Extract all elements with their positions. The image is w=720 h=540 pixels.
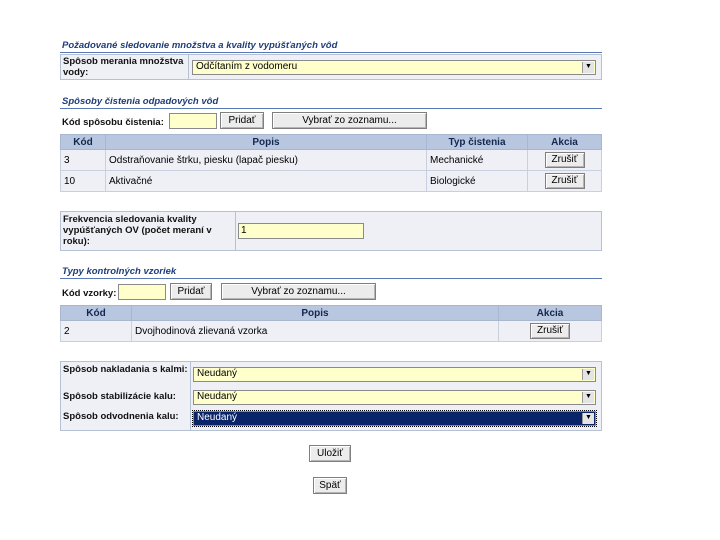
- row-separator: [188, 55, 189, 79]
- table-row: [61, 171, 602, 192]
- cell-code: 3: [61, 150, 106, 171]
- table-row: [61, 321, 602, 342]
- cleaning-table-header: [61, 135, 602, 150]
- remove-button[interactable]: Zrušiť: [530, 323, 570, 339]
- column-header-action: Akcia: [528, 135, 602, 150]
- column-header-description: Popis: [106, 135, 427, 150]
- dropdown-arrow-icon: ▼: [582, 413, 594, 424]
- column-header-action: Akcia: [499, 306, 602, 321]
- row-separator: [190, 362, 191, 430]
- table-row: [61, 150, 602, 171]
- cleaning-code-input[interactable]: [169, 113, 217, 129]
- sludge-stabilization-select[interactable]: [193, 390, 596, 405]
- sludge-dewatering-label: Spôsob odvodnenia kalu:: [63, 411, 179, 422]
- cleaning-add-button[interactable]: Pridať: [220, 112, 264, 129]
- column-header-code: Kód: [61, 135, 106, 150]
- cleaning-table: [60, 134, 602, 192]
- sludge-handling-value: Neudaný: [197, 368, 238, 379]
- cell-action: [499, 321, 602, 342]
- column-header-code: Kód: [61, 306, 132, 321]
- sludge-handling-select[interactable]: [193, 367, 596, 382]
- cell-action: [528, 150, 602, 171]
- sample-code-input[interactable]: [118, 284, 166, 300]
- cell-type: Biologické: [427, 171, 528, 192]
- measurement-method-label: Spôsob merania množstva vody:: [63, 56, 184, 78]
- measurement-method-value: Odčítaním z vodomeru: [196, 61, 298, 72]
- samples-table: [60, 305, 602, 342]
- cell-type: Mechanické: [427, 150, 528, 171]
- samples-divider: [60, 278, 602, 279]
- sludge-handling-label: Spôsob nakladania s kalmi:: [63, 364, 188, 375]
- back-button[interactable]: Späť: [313, 477, 347, 494]
- remove-button[interactable]: Zrušiť: [545, 152, 585, 168]
- measurement-method-select[interactable]: [192, 60, 596, 75]
- sample-code-label: Kód vzorky:: [62, 288, 117, 299]
- cleaning-code-label: Kód spôsobu čistenia:: [62, 117, 164, 128]
- cell-action: [528, 171, 602, 192]
- sludge-stabilization-label: Spôsob stabilizácie kalu:: [63, 391, 176, 402]
- dropdown-arrow-icon: ▼: [582, 62, 594, 73]
- cell-description: Aktivačné: [106, 171, 427, 192]
- cell-code: 2: [61, 321, 132, 342]
- cell-code: 10: [61, 171, 106, 192]
- sample-choose-button[interactable]: Vybrať zo zoznamu...: [221, 283, 376, 300]
- cleaning-section-title: Spôsoby čistenia odpadových vôd: [62, 96, 219, 107]
- cell-description: Dvojhodinová zlievaná vzorka: [132, 321, 499, 342]
- frequency-input[interactable]: 1: [238, 223, 364, 239]
- sludge-dewatering-value: Neudaný: [197, 412, 238, 423]
- sample-add-button[interactable]: Pridať: [170, 283, 212, 300]
- samples-table-header: [61, 306, 602, 321]
- cell-description: Odstraňovanie štrku, piesku (lapač piesku): [106, 150, 427, 171]
- monitoring-section-title: Požadované sledovanie množstva a kvality vypúšťaných vôd: [62, 40, 338, 51]
- sludge-stabilization-value: Neudaný: [197, 391, 238, 402]
- save-button[interactable]: Uložiť: [309, 445, 351, 462]
- dropdown-arrow-icon: ▼: [582, 369, 594, 380]
- remove-button[interactable]: Zrušiť: [545, 173, 585, 189]
- samples-section-title: Typy kontrolných vzoriek: [62, 266, 177, 277]
- cleaning-divider: [60, 108, 602, 109]
- sludge-dewatering-select[interactable]: [193, 411, 596, 426]
- column-header-description: Popis: [132, 306, 499, 321]
- cleaning-choose-button[interactable]: Vybrať zo zoznamu...: [272, 112, 427, 129]
- monitoring-divider: [60, 52, 602, 53]
- row-separator: [235, 212, 236, 250]
- frequency-label: Frekvencia sledovania kvality vypúšťaných OV (počet meraní v roku):: [63, 214, 212, 247]
- dropdown-arrow-icon: ▼: [582, 392, 594, 403]
- column-header-type: Typ čistenia: [427, 135, 528, 150]
